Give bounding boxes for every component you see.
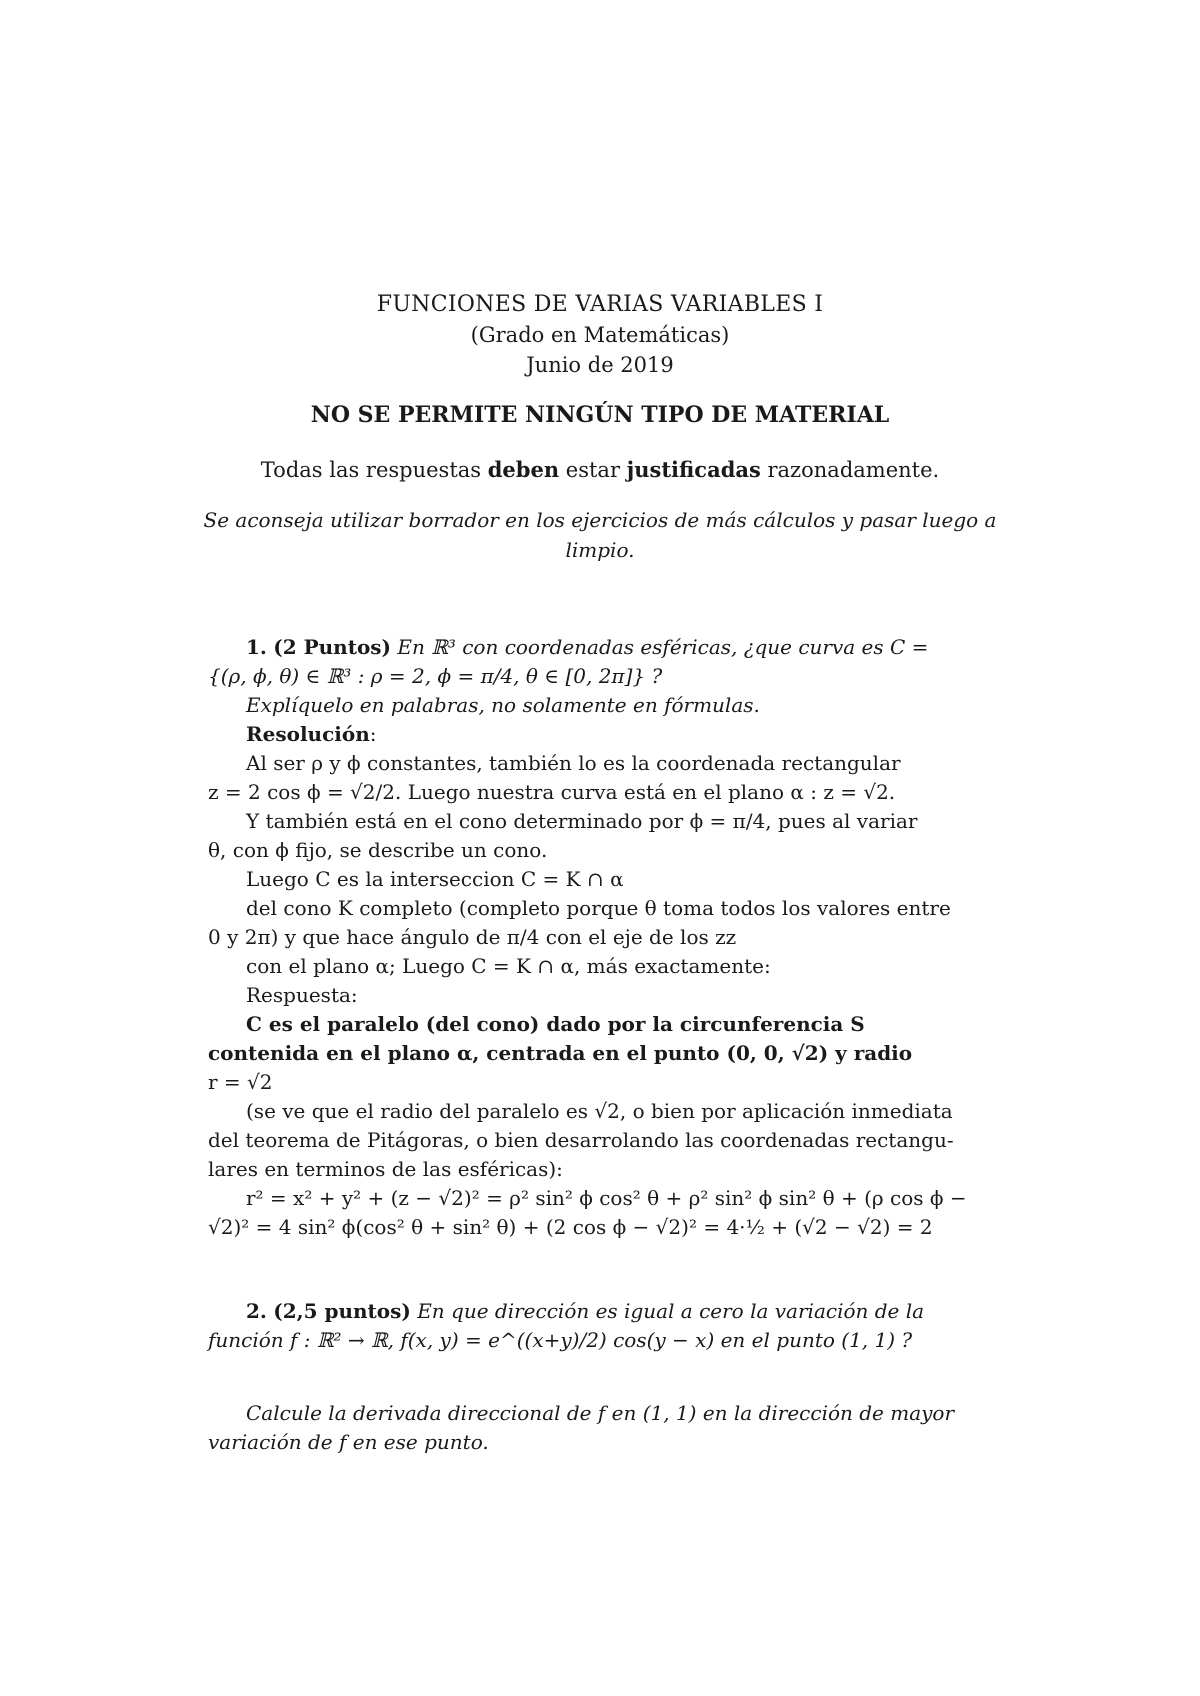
problem-2-statement: En que dirección es igual a cero la variación de la xyxy=(417,1299,925,1323)
problem-1-statement-cont: {(ρ, ϕ, θ) ∈ ℝ³ : ρ = 2, ϕ = π/4, θ ∈ [0, 2π]} ? xyxy=(208,664,663,688)
equation-line: √2)² = 4 sin² ϕ(cos² θ + sin² θ) + (2 cos ϕ − √2)² = 4·½ + (√2 − √2) = 2 xyxy=(208,1215,933,1239)
problem-1-statement: En ℝ³ con coordenadas esféricas, ¿que curva es C = xyxy=(397,635,929,659)
note-part: razonadamente. xyxy=(760,458,940,482)
problem-2 xyxy=(208,1297,960,1355)
problem-2-instruction xyxy=(208,1399,960,1457)
resolution-text: z = 2 cos ϕ = √2/2. Luego nuestra curva está en el plano α : z = √2. xyxy=(208,780,896,804)
advice-note: Se aconseja utilizar borrador en los ejercicios de más cálculos y pasar luego a limpio. xyxy=(203,508,997,562)
problem-2-points: (2,5 puntos) xyxy=(273,1299,411,1323)
explanation-text: lares en terminos de las esféricas): xyxy=(208,1157,563,1181)
answer-label: Respuesta: xyxy=(246,983,358,1007)
answer-radius: r = √2 xyxy=(208,1070,273,1094)
resolution-text: Y también está en el cono determinado por ϕ = π/4, pues al variar xyxy=(246,809,918,833)
problem-1-instruction: Explíquelo en palabras, no solamente en fórmulas. xyxy=(246,693,760,717)
note-part-bold: deben xyxy=(487,457,560,482)
note-part-bold: justificadas xyxy=(626,457,761,482)
resolution-heading xyxy=(208,720,960,749)
answer-text: C es el paralelo (del cono) dado por la circunferencia S xyxy=(246,1012,865,1036)
problem-2-instruction-line: variación de f en ese punto. xyxy=(208,1430,489,1454)
problem-2-instruction-line: Calcule la derivada direccional de f en (1, 1) en la dirección de mayor xyxy=(246,1401,955,1425)
explanation-text: del teorema de Pitágoras, o bien desarrolando las coordenadas rectangu- xyxy=(208,1128,954,1152)
problem-1 xyxy=(208,633,967,1242)
problem-1-points: (2 Puntos) xyxy=(273,635,392,659)
no-material-warning: NO SE PERMITE NINGÚN TIPO DE MATERIAL xyxy=(310,402,890,428)
justification-note xyxy=(0,455,1200,485)
exam-subtitle: (Grado en Matemáticas) xyxy=(470,323,730,347)
problem-1-number: 1. xyxy=(246,635,267,659)
resolution-label: Resolución xyxy=(246,722,370,746)
problem-2-statement-line xyxy=(208,1297,960,1326)
resolution-text: del cono K completo (completo porque θ toma todos los valores entre xyxy=(246,896,951,920)
answer-text: contenida en el plano α, centrada en el punto (0, 0, √2) y radio xyxy=(208,1041,913,1065)
resolution-colon: : xyxy=(369,722,377,746)
equation-line: r² = x² + y² + (z − √2)² = ρ² sin² ϕ cos² θ + ρ² sin² ϕ sin² θ + (ρ cos ϕ − xyxy=(246,1186,967,1210)
resolution-text: con el plano α; Luego C = K ∩ α, más exactamente: xyxy=(246,954,771,978)
note-part: Todas las respuestas xyxy=(260,458,488,482)
problem-2-number: 2. xyxy=(246,1299,267,1323)
resolution-text: Luego C es la interseccion C = K ∩ α xyxy=(246,867,624,891)
explanation-text: (se ve que el radio del paralelo es √2, o bien por aplicación inmediata xyxy=(246,1099,953,1123)
problem-1-statement-line xyxy=(208,633,960,662)
resolution-text: θ, con ϕ fijo, se describe un cono. xyxy=(208,838,548,862)
exam-title: FUNCIONES DE VARIAS VARIABLES I xyxy=(376,292,824,317)
exam-date: Junio de 2019 xyxy=(526,353,674,377)
problem-2-statement-cont: función f : ℝ² → ℝ, f(x, y) = e^((x+y)/2) cos(y − x) en el punto (1, 1) ? xyxy=(208,1328,913,1352)
resolution-text: 0 y 2π) y que hace ángulo de π/4 con el eje de los zz xyxy=(208,925,737,949)
note-part: estar xyxy=(559,458,627,482)
resolution-text: Al ser ρ y ϕ constantes, también lo es la coordenada rectangular xyxy=(246,751,901,775)
